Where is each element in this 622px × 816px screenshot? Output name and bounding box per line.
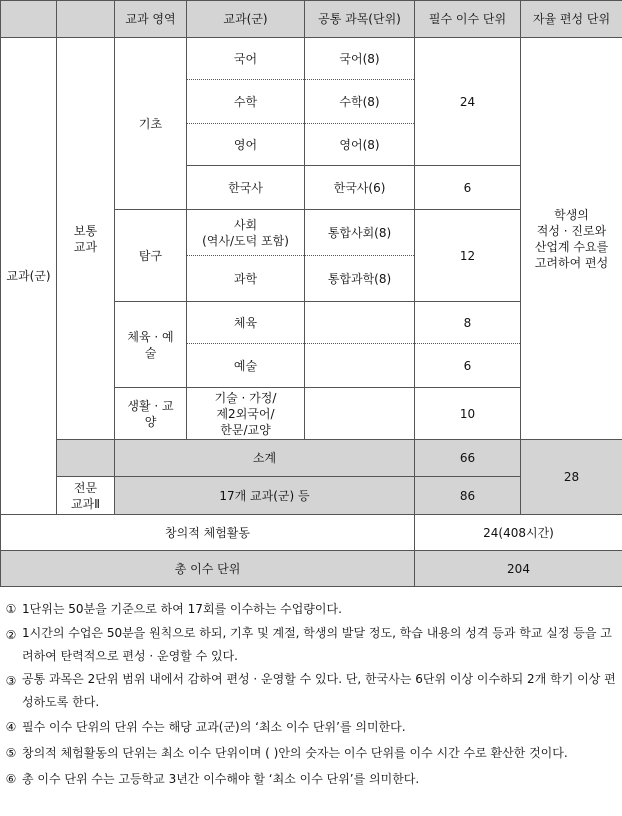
note-text: 필수 이수 단위의 단위 수는 해당 교과(군)의 ‘최소 이수 단위’를 의미한다. <box>22 720 406 734</box>
subject-korean: 국어 <box>187 38 305 80</box>
header-common-subject: 공통 과목(단위) <box>305 1 415 38</box>
area-pe-arts: 체육 · 예 술 <box>115 302 187 388</box>
common-history: 한국사(6) <box>305 166 415 210</box>
common-pe <box>305 302 415 344</box>
note-item <box>0 596 622 622</box>
common-english: 영어(8) <box>305 124 415 166</box>
common-social: 통합사회(8) <box>305 210 415 256</box>
units-history: 6 <box>415 166 521 210</box>
header-blank-2 <box>57 1 115 38</box>
common-life <box>305 388 415 440</box>
subject-pe: 체육 <box>187 302 305 344</box>
units-life: 10 <box>415 388 521 440</box>
autonomous-total: 28 <box>521 440 622 515</box>
total-units-value: 204 <box>415 551 622 587</box>
category-cell: 교과(군) <box>1 38 57 515</box>
creative-activities-label: 창의적 체험활동 <box>1 515 415 551</box>
notes-list <box>0 596 622 792</box>
units-basic: 24 <box>415 38 521 166</box>
note-text: 총 이수 단위 수는 고등학교 3년간 이수해야 할 ‘최소 이수 단위’를 의미한다. <box>22 772 420 786</box>
common-arts <box>305 344 415 388</box>
header-blank-1 <box>1 1 57 38</box>
area-life-liberal: 생활 · 교 양 <box>115 388 187 440</box>
subject-history: 한국사 <box>187 166 305 210</box>
specialized-label: 17개 교과(군) 등 <box>115 477 415 515</box>
units-arts: 6 <box>415 344 521 388</box>
note-number: ④ <box>5 720 17 734</box>
subject-science: 과학 <box>187 256 305 302</box>
general-subjects-cell: 보통 교과 <box>57 38 115 440</box>
units-inquiry: 12 <box>415 210 521 302</box>
specialized-units: 86 <box>415 477 521 515</box>
note-item <box>0 714 622 740</box>
common-korean: 국어(8) <box>305 38 415 80</box>
general-blank <box>57 440 115 477</box>
note-text: 창의적 체험활동의 단위는 최소 이수 단위이며 ( )안의 숫자는 이수 단위를 이수 시간 수로 환산한 것이다. <box>22 746 568 760</box>
header-required-units: 필수 이수 단위 <box>415 1 521 38</box>
area-basic: 기초 <box>115 38 187 210</box>
note-number: ⑤ <box>5 746 17 760</box>
subtotal-label: 소계 <box>115 440 415 477</box>
note-item <box>0 668 622 714</box>
subject-english: 영어 <box>187 124 305 166</box>
note-text: 1단위는 50분을 기준으로 하여 17회를 이수하는 수업량이다. <box>22 602 342 616</box>
note-item <box>0 740 622 766</box>
common-science: 통합과학(8) <box>305 256 415 302</box>
note-number: ③ <box>5 674 17 688</box>
specialized-subjects-cell: 전문 교과Ⅱ <box>57 477 115 515</box>
area-inquiry: 탐구 <box>115 210 187 302</box>
note-item <box>0 622 622 668</box>
note-text: 1시간의 수업은 50분을 원칙으로 하되, 기후 및 계절, 학생의 발달 정도, 학습 내용의 성격 등과 학교 실정 등을 고려하여 탄력적으로 편성 · 운영할 수 있다. <box>22 626 612 663</box>
note-item <box>0 766 622 792</box>
subject-arts: 예술 <box>187 344 305 388</box>
total-units-label: 총 이수 단위 <box>1 551 415 587</box>
header-row <box>1 1 622 38</box>
subject-life: 기술 · 가정/ 제2외국어/ 한문/교양 <box>187 388 305 440</box>
note-number: ⑥ <box>5 772 17 786</box>
header-subject-group: 교과(군) <box>187 1 305 38</box>
creative-activities-units: 24(408시간) <box>415 515 622 551</box>
subtotal-units: 66 <box>415 440 521 477</box>
note-number: ② <box>5 628 17 642</box>
subject-math: 수학 <box>187 80 305 124</box>
header-area: 교과 영역 <box>115 1 187 38</box>
header-autonomous-units: 자율 편성 단위 <box>521 1 622 38</box>
units-pe: 8 <box>415 302 521 344</box>
subject-social: 사회 (역사/도덕 포함) <box>187 210 305 256</box>
autonomous-note: 학생의 적성 · 진로와 산업계 수요를 고려하여 편성 <box>521 38 622 440</box>
note-number: ① <box>5 602 17 616</box>
common-math: 수학(8) <box>305 80 415 124</box>
note-text: 공통 과목은 2단위 범위 내에서 감하여 편성 · 운영할 수 있다. 단, 한국사는 6단위 이상 이수하되 2개 학기 이상 편성하도록 한다. <box>22 672 616 709</box>
